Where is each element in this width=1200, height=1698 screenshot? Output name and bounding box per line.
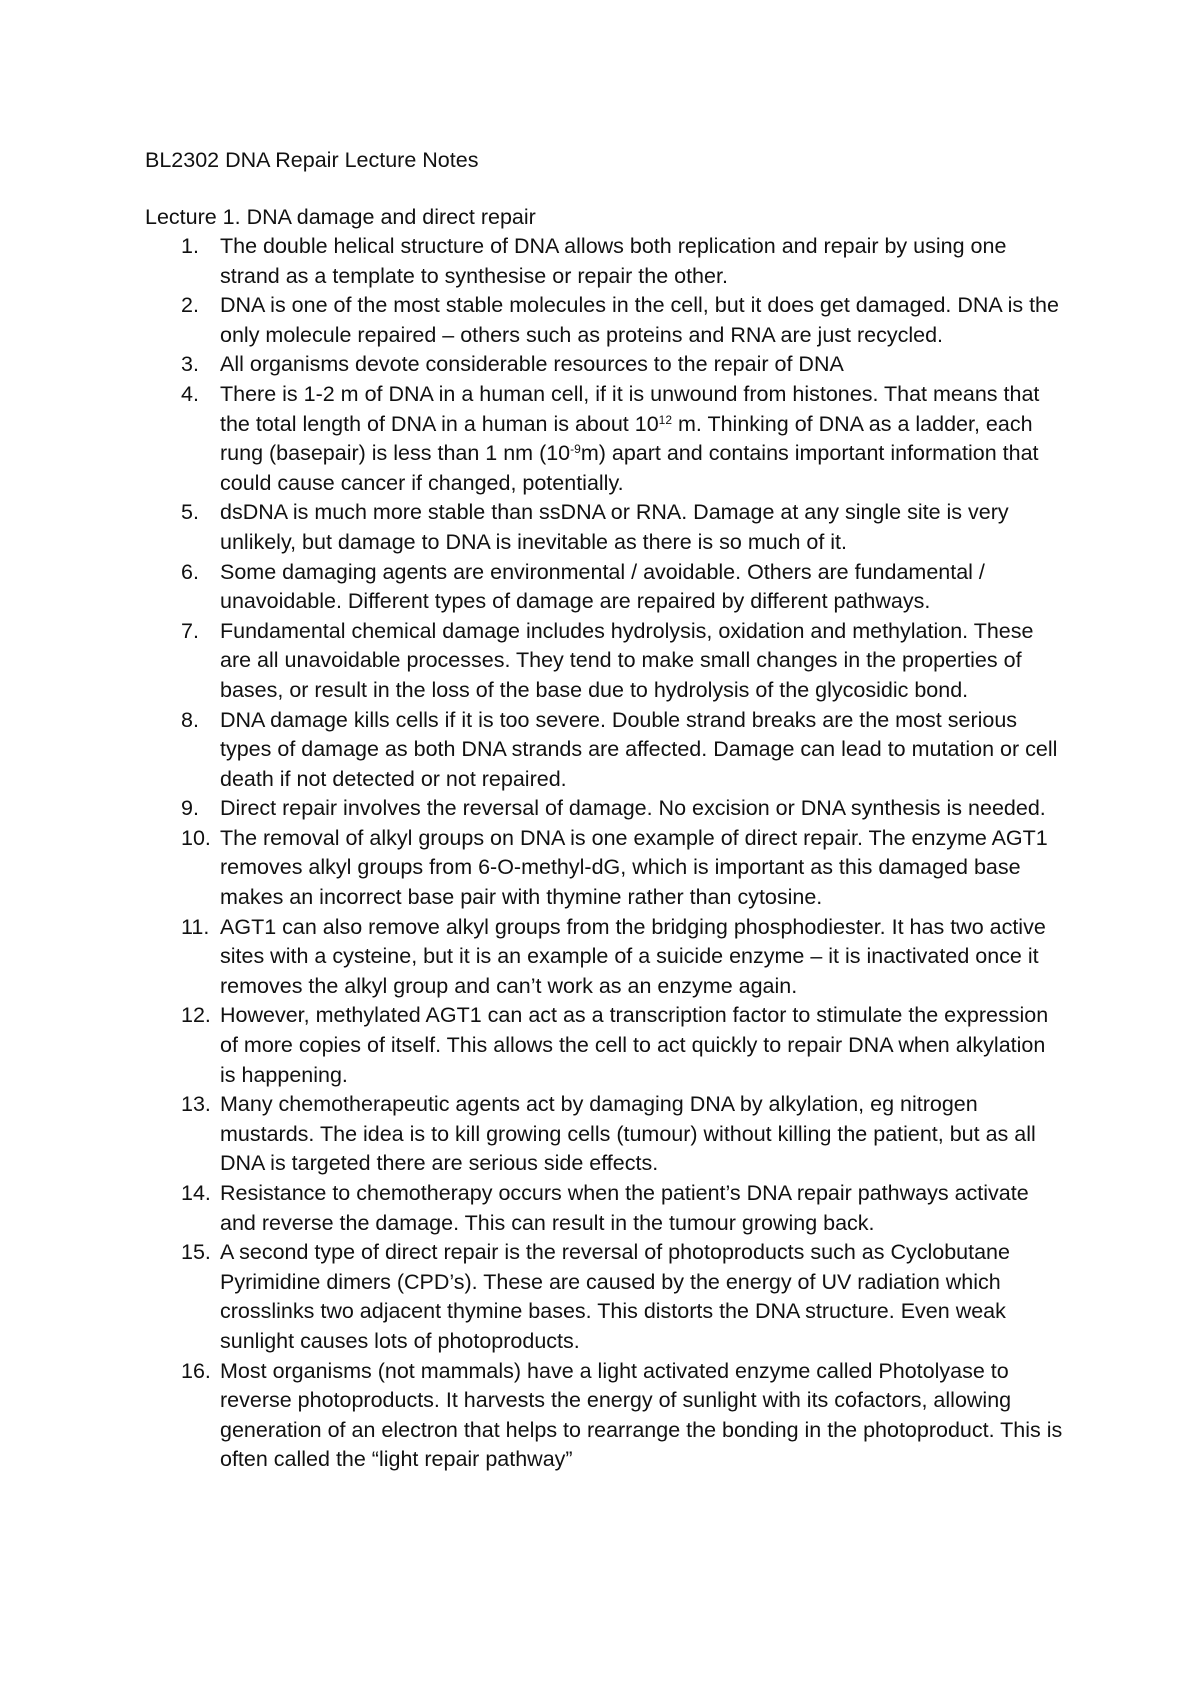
list-item [145, 617, 1065, 706]
superscript-exponent: 12 [658, 412, 673, 427]
item-number: 1. [181, 234, 199, 258]
item-text: Fundamental chemical damage includes hydrolysis, oxidation and methylation. These are all unavoidable processes. They tend to make small changes in the properties of bases, or result in the loss of the base due to hydrolysis of the glycosidic bond. [220, 618, 1034, 702]
item-text: Some damaging agents are environmental / avoidable. Others are fundamental / unavoidable. Different types of damage are repaired by different pathways. [220, 559, 985, 614]
list-item [145, 380, 1065, 498]
item-number: 15. [181, 1240, 211, 1265]
list-item [145, 706, 1065, 795]
item-number: 2. [181, 293, 199, 318]
section-heading: Lecture 1. DNA damage and direct repair [145, 205, 536, 229]
item-number: 5. [181, 500, 199, 525]
item-number: 6. [181, 559, 199, 584]
item-text: Most organisms (not mammals) have a light activated enzyme called Photolyase to reverse photoproducts. It harvests the energy of sunlight with its cofactors, allowing generation of an electron that helps to rearrange the bonding in the photoproduct. This is often called the “light repair pathway” [220, 1358, 1063, 1472]
item-text: Many chemotherapeutic agents act by damaging DNA by alkylation, eg nitrogen mustards. The idea is to kill growing cells (tumour) without killing the patient, but as all DNA is targeted there are serious side effects. [220, 1092, 1036, 1176]
item-text-part: m. Thinking of DNA as a ladder, each rung (basepair) is less than 1 nm (10 [220, 411, 1033, 466]
item-text: DNA is one of the most stable molecules in the cell, but it does get damaged. DNA is the only molecule repaired – others such as proteins and RNA are just recycled. [220, 293, 1059, 347]
list-item [145, 350, 1065, 380]
notes-list [145, 232, 1065, 1475]
list-item [145, 232, 1065, 291]
item-number: 14. [181, 1181, 211, 1205]
item-text: DNA damage kills cells if it is too severe. Double strand breaks are the most serious types of damage as both DNA strands are affected. Damage can lead to mutation or cell death if not detected or not repaired. [220, 707, 1058, 791]
item-number: 7. [181, 618, 199, 643]
item-text-part: There is 1-2 m of DNA in a human cell, if it is unwound from histones. That means that the total length of DNA in a human is about 10 [220, 381, 1040, 436]
item-text: AGT1 can also remove alkyl groups from the bridging phosphodiester. It has two active sites with a cysteine, but it is an example of a suicide enzyme – it is inactivated once it removes the alkyl group and can’t work as an enzyme again. [220, 914, 1046, 998]
item-number: 8. [181, 707, 199, 732]
list-item [145, 291, 1065, 350]
item-number: 9. [181, 796, 199, 821]
item-number: 11. [181, 914, 210, 939]
document-title: BL2302 DNA Repair Lecture Notes [145, 148, 479, 172]
document-page [145, 145, 1065, 1475]
item-number: 4. [181, 381, 199, 406]
item-text: The double helical structure of DNA allows both replication and repair by using one strand as a template to synthesise or repair the other. [220, 234, 1007, 288]
list-item [145, 913, 1065, 1002]
item-number: 16. [181, 1358, 211, 1383]
list-item [145, 498, 1065, 557]
item-text: Resistance to chemotherapy occurs when the patient’s DNA repair pathways activate and reverse the damage. This can result in the tumour growing back. [220, 1181, 1029, 1235]
superscript-exponent: -9 [570, 442, 581, 457]
item-text: Direct repair involves the reversal of damage. No excision or DNA synthesis is needed. [220, 796, 1046, 821]
item-text-part: m) apart and contains important information that could cause cancer if changed, potentially. [220, 441, 1039, 495]
item-text [220, 382, 1039, 495]
item-text: A second type of direct repair is the reversal of photoproducts such as Cyclobutane Pyrimidine dimers (CPD’s). These are caused by the energy of UV radiation which crosslinks two adjacent thymine bases. This distorts the DNA structure. Even weak sunlight causes lots of photoproducts. [220, 1240, 1010, 1353]
item-text: All organisms devote considerable resources to the repair of DNA [220, 352, 844, 377]
list-item [145, 1179, 1065, 1238]
list-item [145, 1001, 1065, 1090]
item-text: The removal of alkyl groups on DNA is one example of direct repair. The enzyme AGT1 removes alkyl groups from 6-O-methyl-dG, which is important as this damaged base makes an incorrect base pair with thymine rather than cytosine. [220, 825, 1048, 910]
item-text: However, methylated AGT1 can act as a transcription factor to stimulate the expression of more copies of itself. This allows the cell to act quickly to repair DNA when alkylation is happening. [220, 1003, 1049, 1087]
item-number: 3. [181, 352, 199, 377]
item-text: dsDNA is much more stable than ssDNA or RNA. Damage at any single site is very unlikely, but damage to DNA is inevitable as there is so much of it. [220, 500, 1009, 554]
item-number: 13. [181, 1092, 211, 1117]
list-item [145, 1357, 1065, 1475]
list-item [145, 824, 1065, 913]
item-number: 10. [181, 825, 211, 850]
item-number: 12. [181, 1003, 211, 1028]
list-item [145, 1090, 1065, 1179]
list-item [145, 794, 1065, 824]
list-item [145, 1238, 1065, 1356]
list-item [145, 558, 1065, 617]
